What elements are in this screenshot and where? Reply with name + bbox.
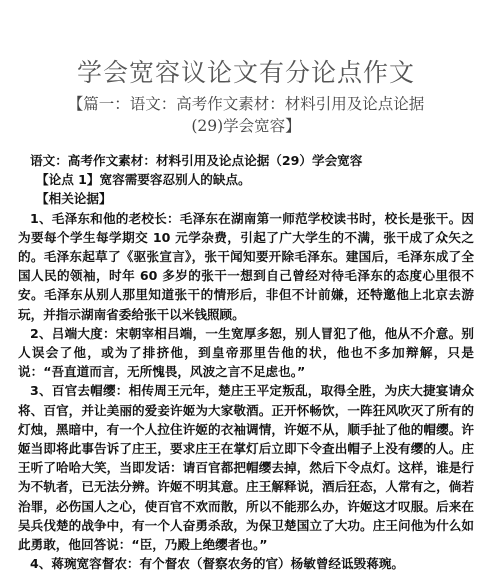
article-body xyxy=(18,151,474,573)
evidence-paragraph-2: 2、吕端大度：宋朝宰相吕端，一生宽厚多恕，别人冒犯了他，他从不介意。别人误会了他，或为了排挤他，到皇帝那里告他的状，他也不多加辩解，只是说：“吾直道而言，无所愧畏，风波之言不足虑也。” xyxy=(18,325,474,380)
argument-heading: 【论点 1】宽容需要容忍别人的缺点。 xyxy=(36,172,251,188)
document-subtitle-line-1: 【篇一：语文：高考作文素材：材料引用及论点论据 xyxy=(67,95,425,113)
document-title: 学会宽容议论文有分论点作文 xyxy=(76,58,415,87)
article-heading: 语文：高考作文素材：材料引用及论点论据（29）学会宽容 xyxy=(30,153,363,168)
document-subtitle-line-2: (29)学会宽容】 xyxy=(191,117,301,135)
evidence-paragraph-1: 1、毛泽东和他的老校长：毛泽东在湖南第一师范学校读书时，校长是张干。因为要每个学生每学期交 10 元学杂费，引起了广大学生的不满，张干成了众矢之的。毛泽东起草了《驱张宣言》，张干闻知要开除毛泽东。建国后，毛泽东成了全国人民的领袖，时年 60 多岁的张干一想到自己曾经对待毛泽东的态度心里很不安。毛泽东从别人那里知道张干的情形后，非但不计前嫌，还特邀他上北京去游玩，并指示湖南省委给张干以米钱照顾。 xyxy=(18,210,474,322)
evidence-label: 【相关论据】 xyxy=(36,191,112,207)
evidence-paragraph-3: 3、百官去帽缨：相传周王元年，楚庄王平定叛乱，取得全胜，为庆大捷宴请众将、百官，并让美丽的爱妾许姬为大家敬酒。正开怀畅饮，一阵狂风吹灭了所有的灯烛，黑暗中，有一个人拉住许姬的衣袖调情，许姬不从，顺手扯了他的帽缨。许姬当即将此事告诉了庄王，要求庄王在掌灯后立即下令查出帽子上没有缨的人。庄王听了哈哈大笑，当即发话：请百官都把帽缨去掉，然后下令点灯。这样，谁是行为不轨者，已无法分辨。许姬不明其意。庄王解释说，酒后狂态，人常有之，倘若治罪，必伤国人之心，使百官不欢而散，所以不能那么办，许姬这才叹服。后来在吴兵伐楚的战争中，有一个人奋勇杀敌，为保卫楚国立了大功。庄王问他为什么如此勇敢，他回答说：“臣，乃殿上绝缨者也。” xyxy=(18,383,474,553)
evidence-paragraph-4: 4、蒋琬宽容督农：有个督农（督察农务的官）杨敏曾经诋毁蒋琬。 xyxy=(30,556,404,572)
